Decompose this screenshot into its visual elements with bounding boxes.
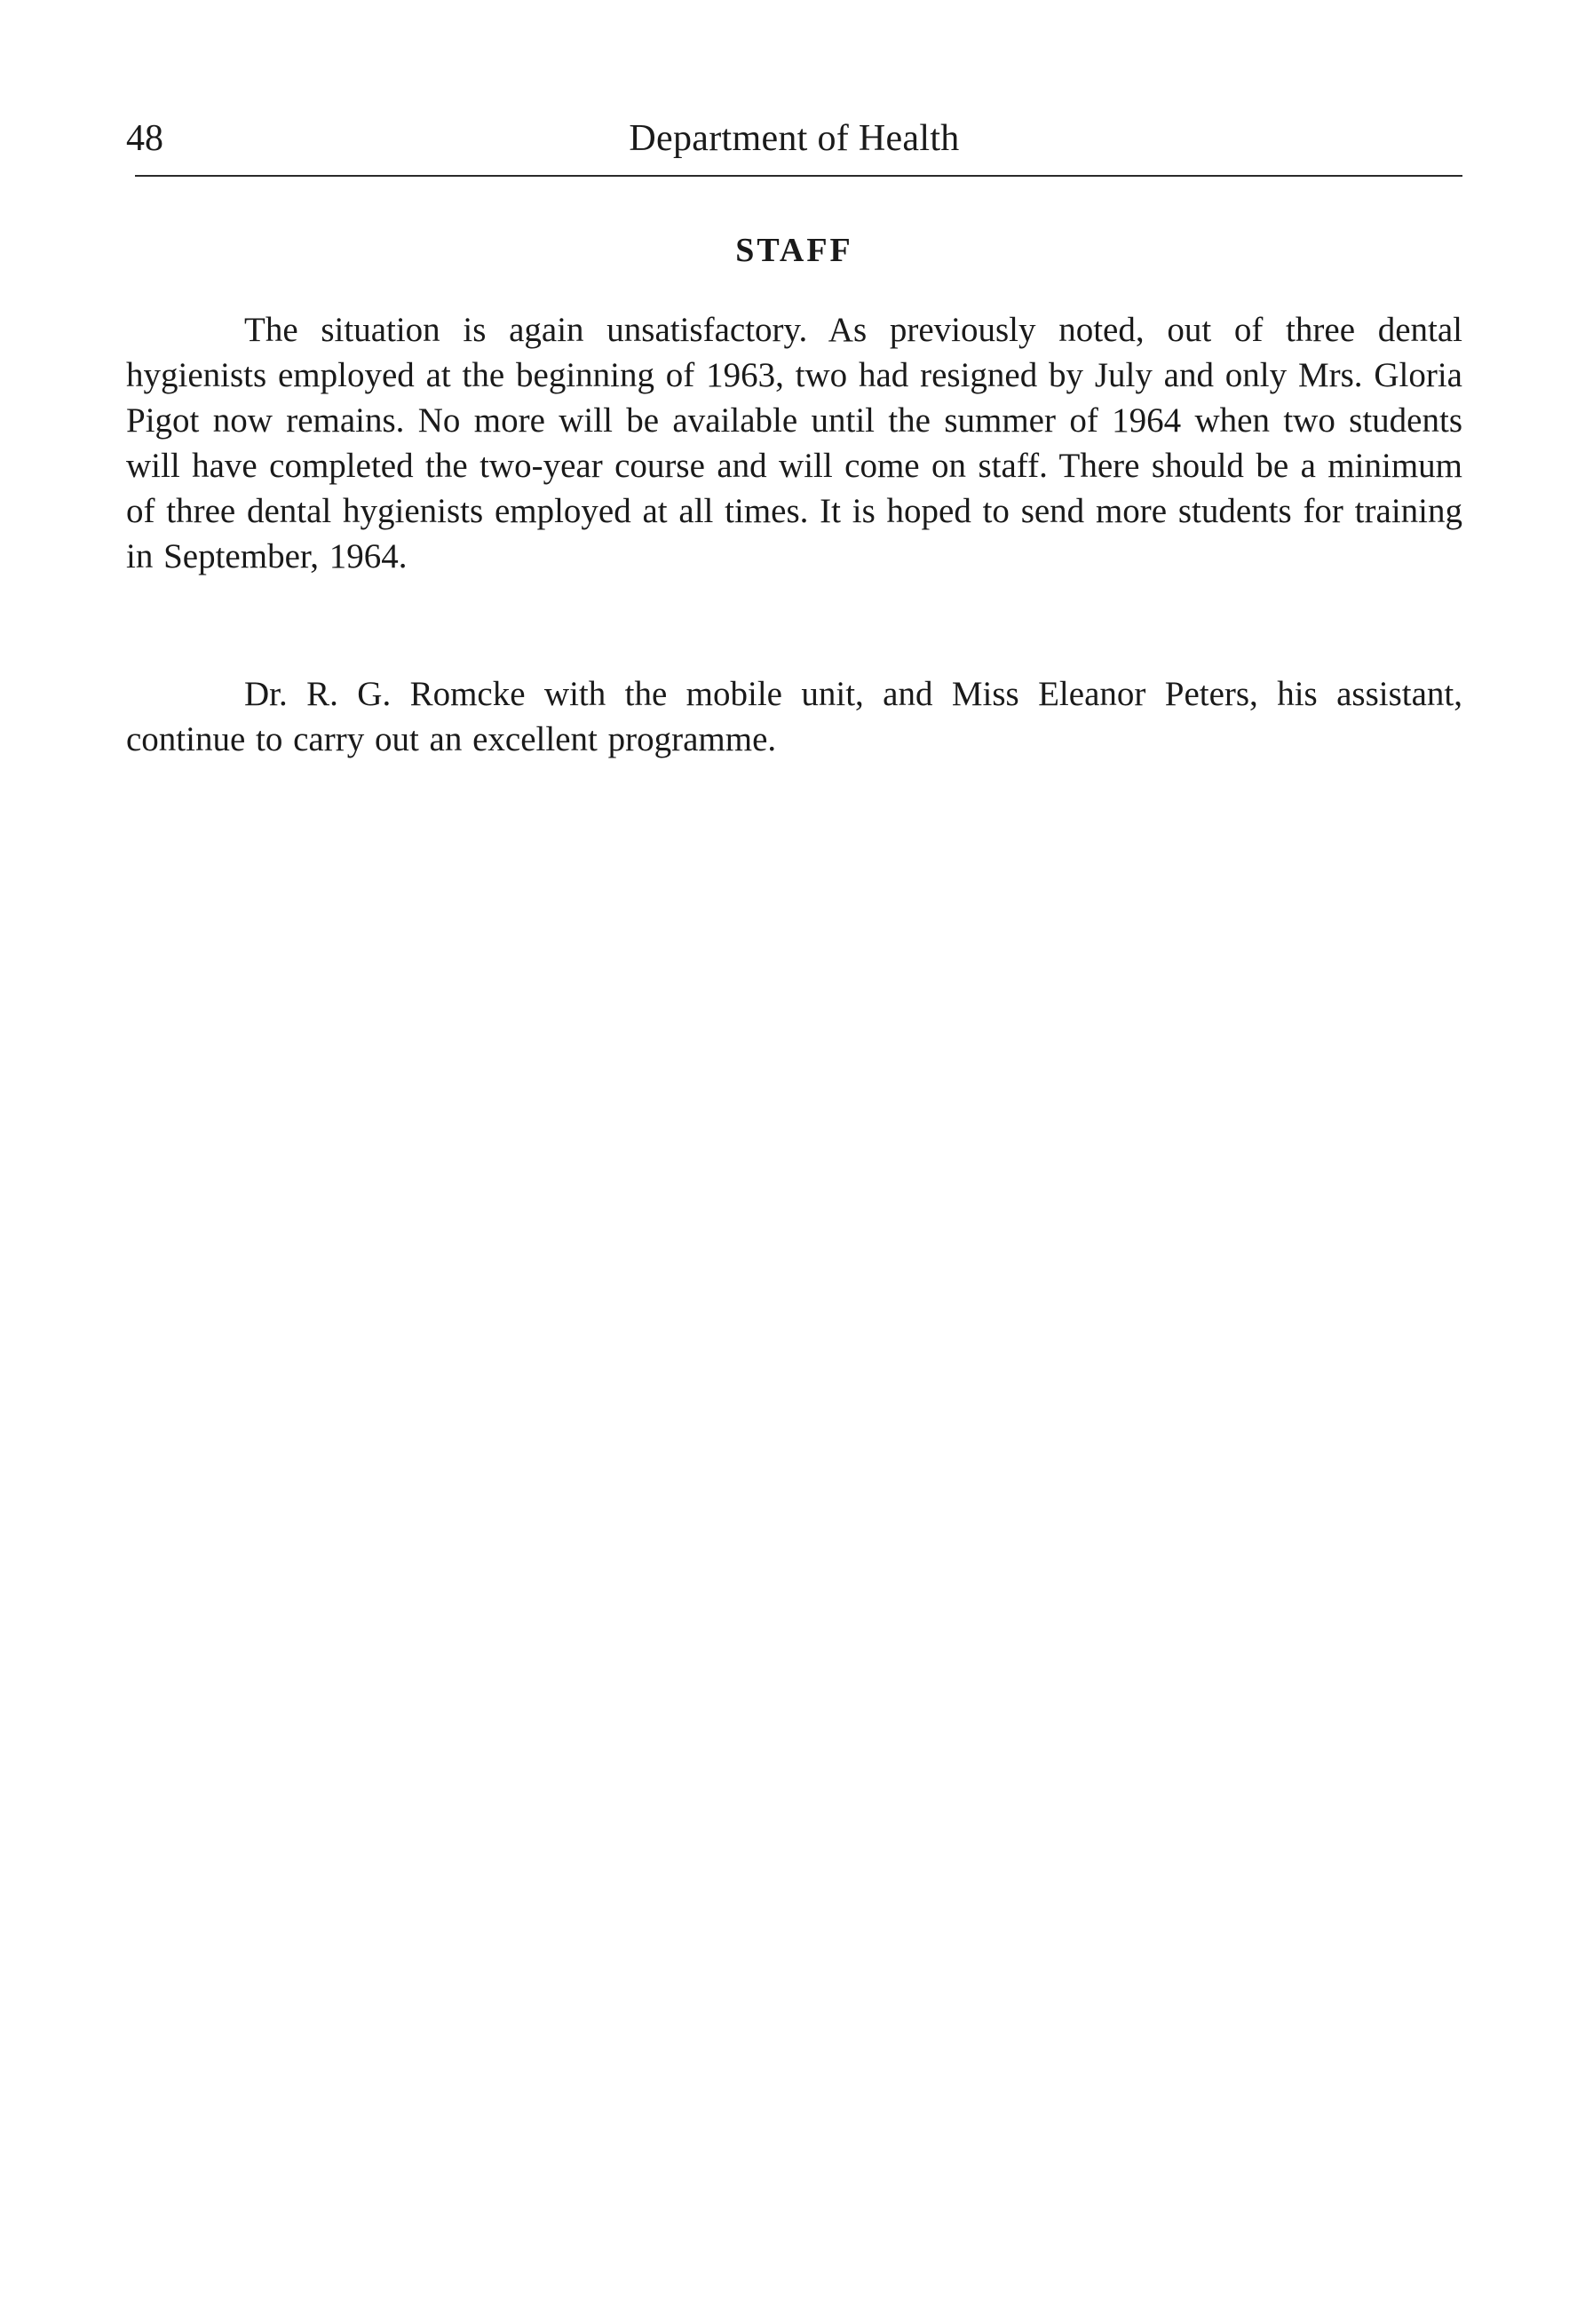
running-title: Department of Health [629,118,960,159]
paragraph-staff-situation: The situation is again unsatisfactory. As previously noted, out of three dental hygienists employed at the beginning of 1963, two had resigned by July and only Mrs. Gloria Pigot now remains. No more will be available until the summer of 1964 when two students will have completed the two-year course and will come on staff. There should be a minimum of three dental hygienists employed at all times. It is hoped to send more students for training in September, 1964. [126,311,1462,575]
paragraph-mobile-unit: Dr. R. G. Romcke with the mobile unit, and Miss Eleanor Peters, his assistant, continue to carry out an excellent programme. [126,675,1462,758]
header-rule [135,175,1462,177]
section-heading: STAFF [735,232,853,269]
page-number: 48 [126,118,163,159]
running-head [126,112,1462,165]
